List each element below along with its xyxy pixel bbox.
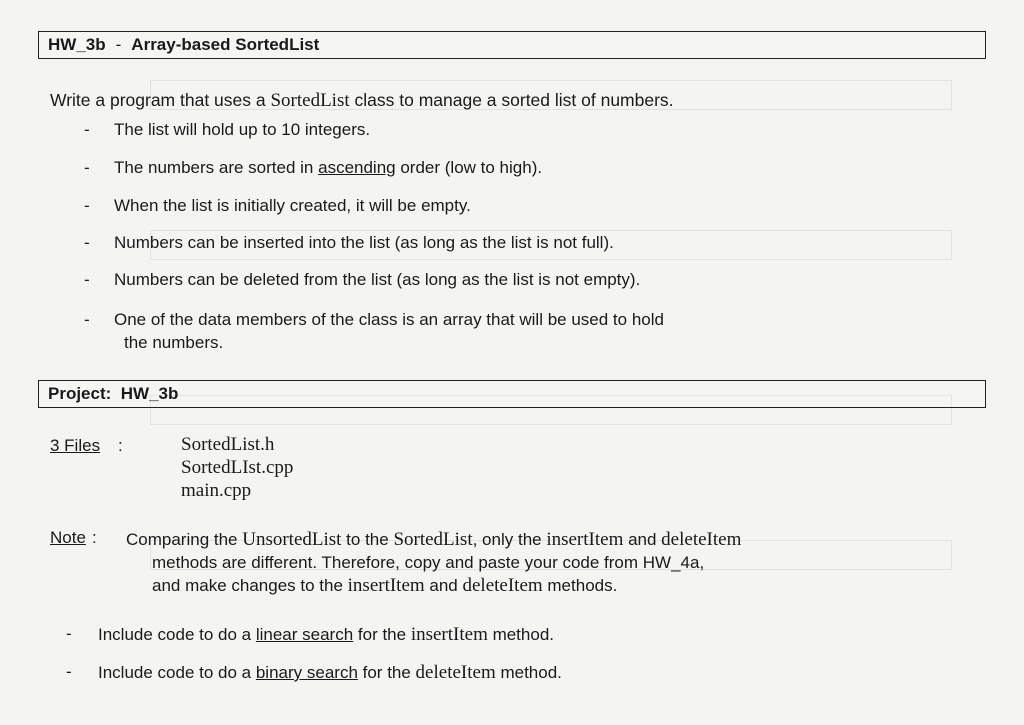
note-label-text: Note (50, 528, 86, 547)
requirement-text: The numbers are sorted in (114, 158, 319, 177)
assignment-title-box (38, 31, 986, 59)
requirement-item (84, 270, 640, 290)
note-colon: : (92, 528, 97, 547)
files-colon: : (118, 436, 123, 455)
project-title-box (38, 380, 986, 408)
note-text: and (424, 576, 463, 595)
files-label-text: 3 Files (50, 436, 101, 455)
title-separator: - (115, 35, 122, 54)
requirement-item (84, 196, 471, 216)
requirement-text: One of the data members of the class is an array that will be used to hold (114, 310, 664, 329)
requirement-item (84, 120, 370, 140)
linear-search-underlined: linear search (255, 625, 354, 644)
search-item-binary (66, 662, 562, 684)
search-text: for the (353, 625, 411, 644)
requirement-text: Numbers can be inserted into the list (as long as the list is not full). (114, 233, 614, 252)
intro-text-end: class to manage a sorted list of numbers. (349, 90, 674, 110)
note-paragraph (126, 528, 986, 597)
search-text: Include code to do a (98, 625, 256, 644)
search-text: Include code to do a (98, 663, 256, 682)
requirement-text: When the list is initially created, it will be empty. (114, 196, 471, 215)
requirement-text: order (low to high). (395, 158, 543, 177)
note-text: , only the (472, 530, 547, 549)
requirement-item (84, 158, 542, 178)
files-list (181, 433, 293, 502)
note-text: and make changes to the (152, 576, 348, 595)
search-text: method. (495, 663, 562, 682)
requirement-text: the numbers. (124, 333, 224, 352)
note-method-delete: deleteItem (462, 575, 543, 596)
files-label (50, 436, 100, 456)
binary-search-underlined: binary search (255, 663, 358, 682)
intro-class-name: SortedList (270, 90, 350, 111)
requirement-item (84, 233, 614, 253)
file-item: SortedList.h (181, 434, 275, 455)
requirement-item (84, 308, 664, 354)
assignment-title: Array-based SortedList (131, 35, 320, 54)
note-text: Comparing the (126, 530, 243, 549)
project-label: Project: (48, 384, 112, 403)
file-item: main.cpp (181, 480, 252, 501)
note-class-unsorted: UnsortedList (242, 529, 342, 550)
intro-paragraph (50, 90, 674, 112)
note-text: and (623, 530, 662, 549)
note-text: to the (341, 530, 394, 549)
file-item: SortedLIst.cpp (181, 457, 294, 478)
search-method: deleteItem (415, 662, 496, 683)
note-class-sorted: SortedList (393, 529, 473, 550)
note-text: methods. (542, 576, 618, 595)
note-line3 (126, 574, 986, 597)
note-method-insert: insertItem (546, 529, 624, 550)
assignment-code: HW_3b (48, 35, 106, 54)
note-text: methods are different. Therefore, copy and paste your code from HW_4a, (152, 553, 705, 572)
intro-text: Write a program that uses a (50, 90, 271, 110)
search-text: for the (357, 663, 416, 682)
requirement-text: Numbers can be deleted from the list (as long as the list is not empty). (114, 270, 641, 289)
project-name: HW_3b (120, 384, 179, 403)
search-item-linear (66, 624, 554, 646)
requirement-text: The list will hold up to 10 integers. (114, 120, 371, 139)
search-method: insertItem (410, 624, 488, 645)
ascending-underlined: ascending (318, 158, 396, 177)
note-method-delete: deleteItem (661, 529, 742, 550)
search-text: method. (487, 625, 554, 644)
note-label (50, 528, 86, 548)
note-method-insert: insertItem (347, 575, 425, 596)
